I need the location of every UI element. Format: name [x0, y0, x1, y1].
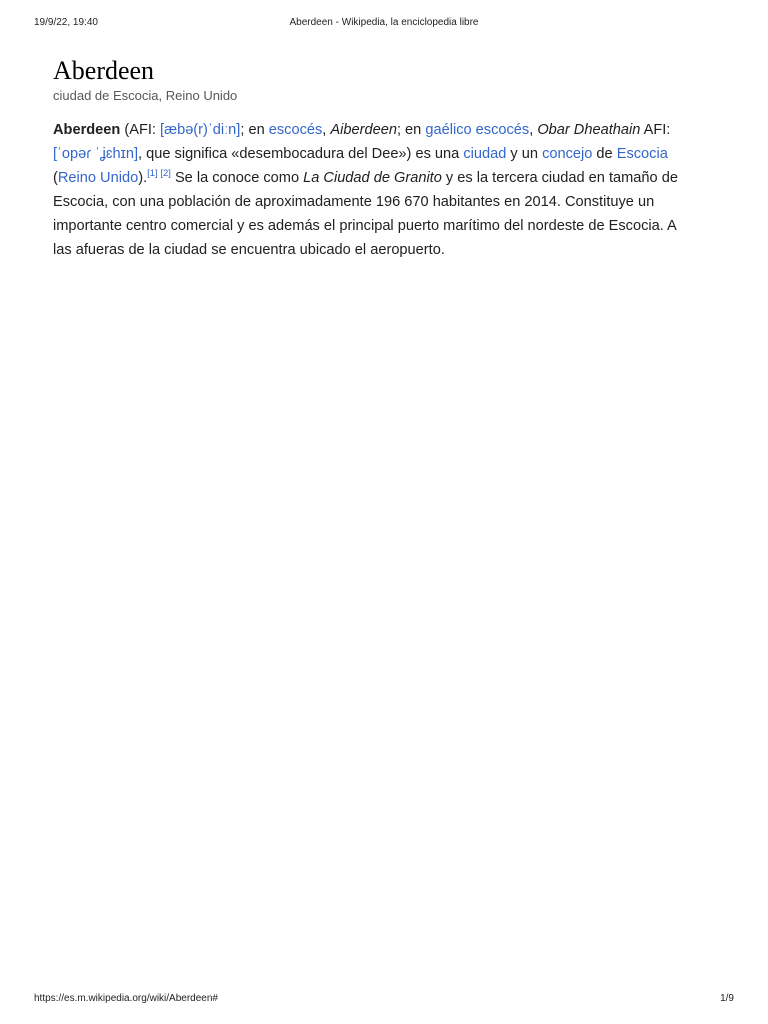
- link-escocia[interactable]: Escocia: [616, 146, 668, 162]
- lead-text-2: y un: [506, 146, 543, 162]
- print-page-number: 1/9: [720, 993, 734, 1004]
- lead-text-sep2: ; en: [396, 122, 426, 138]
- lead-text-3: de: [592, 146, 617, 162]
- lead-text-1: , que significa «desembocadura del Dee») es una: [138, 146, 464, 162]
- lead-text-afi2: AFI:: [640, 122, 671, 138]
- print-url: https://es.m.wikipedia.org/wiki/Aberdeen#: [34, 993, 218, 1004]
- lead-text-sep1: ; en: [240, 122, 269, 138]
- lead-text-paren-close: ).: [138, 170, 148, 186]
- print-datetime: 19/9/22, 19:40: [34, 17, 98, 28]
- lead-text-comma1: ,: [322, 122, 331, 138]
- reference-2-link[interactable]: [2]: [160, 168, 171, 180]
- lead-text-paren-open: (: [53, 170, 58, 186]
- reference-1-link[interactable]: [1]: [147, 168, 158, 180]
- nickname: La Ciudad de Granito: [303, 170, 442, 186]
- lead-paragraph: [53, 118, 693, 262]
- print-footer: [0, 993, 768, 1007]
- page-description: ciudad de Escocia, Reino Unido: [53, 88, 238, 103]
- gaelic-name: Obar Dheathain: [537, 122, 641, 138]
- link-gaelico-escoces[interactable]: gaélico escocés: [425, 122, 530, 138]
- print-page-title: Aberdeen - Wikipedia, la enciclopedia libre: [289, 17, 479, 28]
- reference-1[interactable]: [147, 168, 158, 179]
- ipa-link-gaelic[interactable]: [ˈopəɾ ˈʝɛhɪn]: [53, 146, 139, 162]
- lead-text-5: y es la tercera ciudad en tamaño de Escocia, con una población de aproximadamente 196 670 habitantes en 2014. Constituye un importante centro comercial y es además el principal puerto marítimo del nordeste de Escocia. A las afueras de la ciudad se encuentra ubicado el aeropuerto.: [53, 170, 678, 258]
- print-header: [0, 17, 768, 31]
- page-heading: Aberdeen: [53, 56, 155, 85]
- ipa-link-english[interactable]: [æbə(r)ˈdiːn]: [160, 122, 241, 138]
- scots-name: Aiberdeen: [330, 122, 397, 138]
- reference-2[interactable]: [158, 168, 171, 179]
- article: [53, 56, 693, 277]
- link-ciudad[interactable]: ciudad: [463, 146, 507, 162]
- link-concejo[interactable]: concejo: [542, 146, 593, 162]
- lead-term: Aberdeen: [53, 122, 121, 138]
- lead-text-afi-open: (AFI:: [120, 122, 161, 138]
- link-reino-unido[interactable]: Reino Unido: [57, 170, 139, 186]
- lead-text-4: Se la conoce como: [170, 170, 304, 186]
- link-escoces[interactable]: escocés: [268, 122, 323, 138]
- lead-text-comma2: ,: [529, 122, 538, 138]
